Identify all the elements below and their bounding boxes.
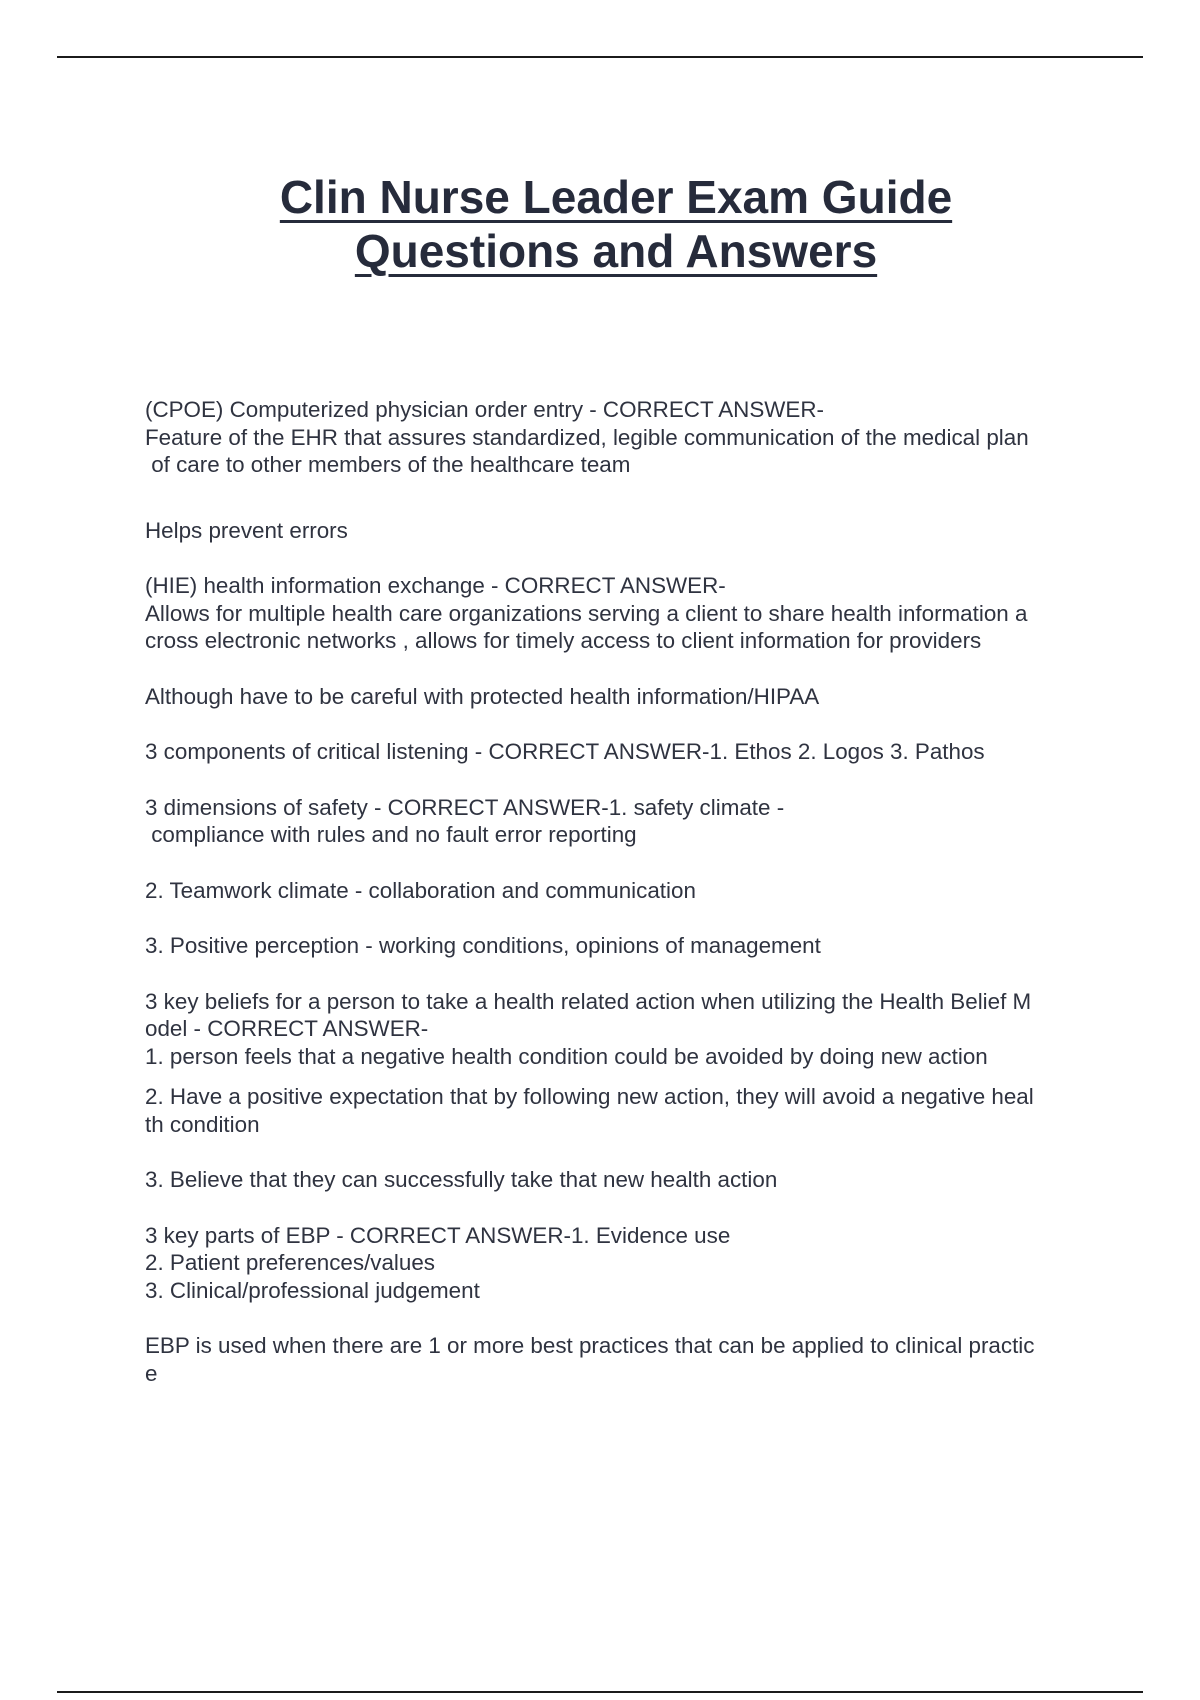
text-line: Allows for multiple health care organizations serving a client to share health information a: [145, 600, 1028, 626]
text-line: 2. Patient preferences/values: [145, 1250, 436, 1275]
text-line: Helps prevent errors: [145, 517, 348, 543]
text-line: 3. Clinical/professional judgement: [145, 1277, 480, 1303]
document-title: [0, 170, 1200, 278]
text-line: (CPOE) Computerized physician order entry - CORRECT ANSWER-: [145, 397, 824, 422]
text-line: 2. Have a positive expectation that by following new action, they will avoid a negative heal: [145, 1084, 1034, 1109]
top-rule: [57, 56, 1143, 58]
text-line: compliance with rules and no fault error reporting: [145, 822, 637, 847]
text-line: 3 key beliefs for a person to take a health related action when utilizing the Health Belief M: [145, 988, 1032, 1014]
text-line: 3. Believe that they can successfully take that new health action: [145, 1167, 778, 1192]
text-line: 1. person feels that a negative health condition could be avoided by doing new action: [145, 1043, 988, 1069]
title-line-2: Questions and Answers: [354, 225, 878, 277]
document-body: [145, 396, 1095, 1387]
text-line: 3 dimensions of safety - CORRECT ANSWER-1. safety climate -: [145, 794, 785, 820]
title-line-1: Clin Nurse Leader Exam Guide: [279, 171, 953, 223]
text-line: 3 components of critical listening - CORRECT ANSWER-1. Ethos 2. Logos 3. Pathos: [145, 739, 985, 764]
text-line: (HIE) health information exchange - CORRECT ANSWER-: [145, 573, 726, 598]
text-line: e: [145, 1360, 158, 1386]
text-line: odel - CORRECT ANSWER-: [145, 1016, 429, 1041]
text-line: Although have to be careful with protected health information/HIPAA: [145, 683, 820, 709]
text-line: cross electronic networks , allows for timely access to client information for providers: [145, 628, 982, 653]
text-line: 3. Positive perception - working conditions, opinions of management: [145, 933, 821, 958]
bottom-rule: [57, 1691, 1143, 1693]
text-line: 3 key parts of EBP - CORRECT ANSWER-1. Evidence use: [145, 1222, 731, 1248]
text-line: EBP is used when there are 1 or more best practices that can be applied to clinical practic: [145, 1333, 1035, 1358]
text-line: Feature of the EHR that assures standardized, legible communication of the medical plan: [145, 424, 1029, 450]
text-line: of care to other members of the healthcare team: [145, 452, 631, 477]
text-line: 2. Teamwork climate - collaboration and communication: [145, 877, 696, 903]
text-line: th condition: [145, 1111, 260, 1137]
